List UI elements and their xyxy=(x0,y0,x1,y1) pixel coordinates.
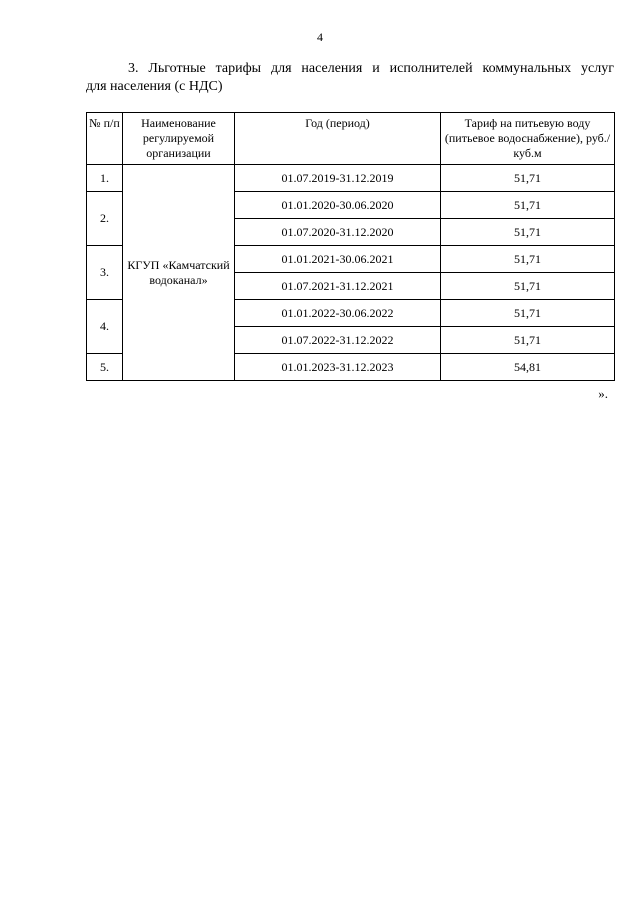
tariff-cell: 51,71 xyxy=(441,219,615,246)
tariff-cell: 51,71 xyxy=(441,192,615,219)
tariff-cell: 51,71 xyxy=(441,165,615,192)
tariff-cell: 51,71 xyxy=(441,327,615,354)
header-organization: Наименование регулируемой организации xyxy=(123,113,235,165)
period-cell: 01.07.2020-31.12.2020 xyxy=(235,219,441,246)
header-num: № п/п xyxy=(87,113,123,165)
period-cell: 01.01.2021-30.06.2021 xyxy=(235,246,441,273)
tariff-cell: 51,71 xyxy=(441,273,615,300)
tariff-cell: 51,71 xyxy=(441,300,615,327)
organization-name: КГУП «Камчатский водоканал» xyxy=(123,165,235,381)
header-period: Год (период) xyxy=(235,113,441,165)
period-cell: 01.01.2023-31.12.2023 xyxy=(235,354,441,381)
heading-line-1: 3. Льготные тарифы для населения и исполнителей коммунальных услуг xyxy=(128,61,614,76)
period-cell: 01.07.2022-31.12.2022 xyxy=(235,327,441,354)
row-number: 4. xyxy=(87,300,123,354)
tariff-cell: 51,71 xyxy=(441,246,615,273)
page-number: 4 xyxy=(317,30,323,44)
period-cell: 01.07.2021-31.12.2021 xyxy=(235,273,441,300)
table-header-row xyxy=(87,113,615,165)
row-number: 3. xyxy=(87,246,123,300)
period-cell: 01.01.2022-30.06.2022 xyxy=(235,300,441,327)
period-cell: 01.01.2020-30.06.2020 xyxy=(235,192,441,219)
row-number: 2. xyxy=(87,192,123,246)
tariff-cell: 54,81 xyxy=(441,354,615,381)
tariff-table xyxy=(86,112,615,381)
row-number: 5. xyxy=(87,354,123,381)
row-number: 1. xyxy=(87,165,123,192)
table-row xyxy=(87,165,615,192)
period-cell: 01.07.2019-31.12.2019 xyxy=(235,165,441,192)
section-heading xyxy=(86,60,614,96)
closing-quote: ». xyxy=(598,386,608,401)
header-tariff: Тариф на питьевую воду (питьевое водоснабжение), руб./куб.м xyxy=(441,113,615,165)
heading-line-2: для населения (с НДС) xyxy=(86,79,223,94)
